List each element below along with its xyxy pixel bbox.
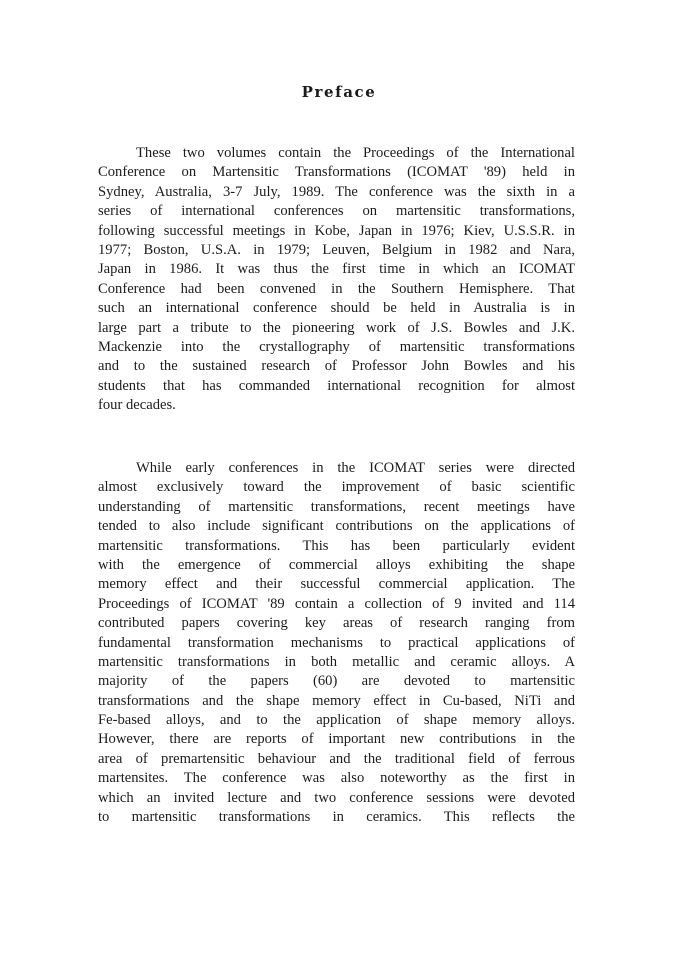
text-line: four decades.	[98, 397, 176, 414]
text-line: 1977; Boston, U.S.A. in 1979; Leuven, Belgium in 1982 and Nara,	[98, 241, 575, 258]
text-line: area of premartensitic behaviour and the traditional field of ferrous	[98, 750, 575, 767]
page-title: Preface	[301, 83, 377, 101]
text-line: to martensitic transformations in ceramics. This reflects the	[98, 809, 575, 826]
text-line: Conference on Martensitic Transformations (ICOMAT '89) held in	[98, 164, 575, 181]
text-line: tended to also include significant contributions on the applications of	[98, 518, 575, 535]
text-line: and to the sustained research of Professor John Bowles and his	[98, 358, 575, 375]
text-line: These two volumes contain the Proceedings of the International	[136, 145, 575, 161]
text-line: majority of the papers (60) are devoted to martensitic	[98, 673, 575, 690]
text-line: following successful meetings in Kobe, Japan in 1976; Kiev, U.S.S.R. in	[98, 222, 575, 239]
text-line: martensitic transformations. This has been particularly evident	[98, 537, 575, 554]
text-line: Conference had been convened in the Southern Hemisphere. That	[98, 280, 575, 297]
text-line: However, there are reports of important new contributions in the	[98, 731, 575, 748]
text-line: almost exclusively toward the improvement of basic scientific	[98, 479, 575, 496]
text-line: martensitic transformations in both metallic and ceramic alloys. A	[98, 653, 575, 670]
text-line: Fe-based alloys, and to the application of shape memory alloys.	[98, 712, 575, 729]
text-line: fundamental transformation mechanisms to practical applications of	[98, 634, 575, 651]
text-line: contributed papers covering key areas of research ranging from	[98, 615, 575, 632]
text-line: which an invited lecture and two conference sessions were devoted	[98, 789, 575, 806]
text-line: Sydney, Australia, 3-7 July, 1989. The conference was the sixth in a	[98, 183, 575, 200]
text-line: Proceedings of ICOMAT '89 contain a collection of 9 invited and 114	[98, 595, 575, 612]
text-line: with the emergence of commercial alloys exhibiting the shape	[98, 556, 575, 573]
text-line: martensites. The conference was also noteworthy as the first in	[98, 770, 575, 787]
paragraph-1	[98, 144, 575, 415]
text-line: Mackenzie into the crystallography of martensitic transformations	[98, 338, 575, 355]
paragraph-2	[98, 459, 575, 827]
text-line: While early conferences in the ICOMAT series were directed	[136, 460, 575, 476]
text-line: series of international conferences on martensitic transformations,	[98, 203, 575, 220]
text-line: large part a tribute to the pioneering work of J.S. Bowles and J.K.	[98, 319, 575, 336]
text-line: memory effect and their successful commercial application. The	[98, 576, 575, 593]
text-line: students that has commanded international recognition for almost	[98, 377, 575, 394]
text-line: understanding of martensitic transformations, recent meetings have	[98, 498, 575, 515]
text-line: such an international conference should be held in Australia is in	[98, 300, 575, 317]
text-line: transformations and the shape memory effect in Cu-based, NiTi and	[98, 692, 575, 709]
text-line: Japan in 1986. It was thus the first time in which an ICOMAT	[98, 261, 575, 278]
